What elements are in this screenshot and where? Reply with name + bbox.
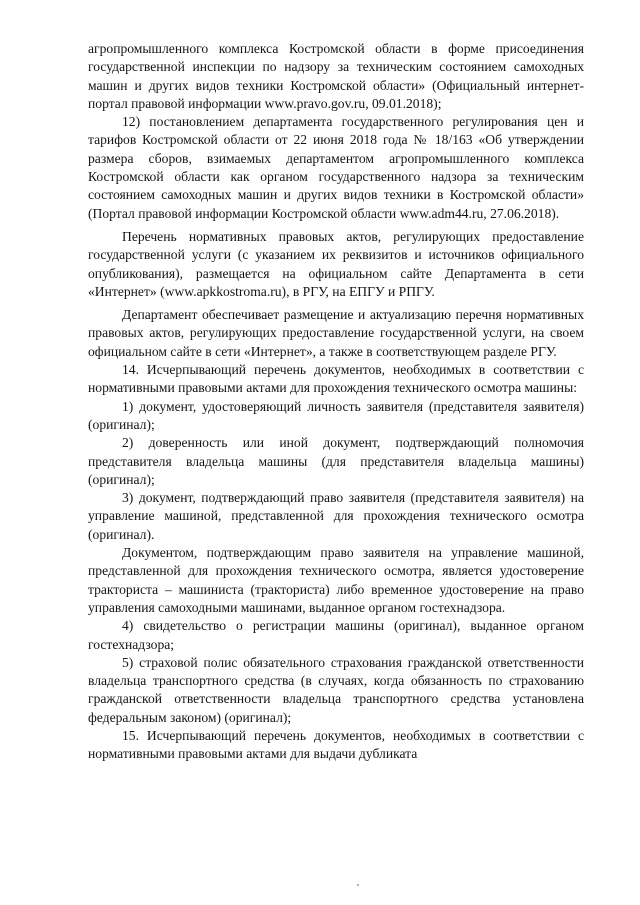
paragraph-legal-acts-list: Перечень нормативных правовых актов, регулирующих предоставление государственной услуги (с указанием их реквизитов и источников официального опубликования), размещается на официальном сайте Департамента в сети «Интернет» (www.apkkostroma.ru), в РГУ, на ЕПГУ и РПГУ. bbox=[88, 228, 584, 299]
list-item-5: 5) страховой полис обязательного страхования гражданской ответственности владельца транспортного средства (в случаях, когда обязанность по страхованию гражданской ответственности владельца транспортного средства установлена федеральным законом) (оригинал); bbox=[88, 654, 584, 725]
list-item-2: 2) доверенность или иной документ, подтверждающий полномочия представителя владельца машины (для представителя владельца машины) (оригинал); bbox=[88, 435, 584, 487]
paragraph-item-12: 12) постановлением департамента государственного регулирования цен и тарифов Костромской области от 22 июня 2018 года № 18/163 «Об утверждении размера сборов, взимаемых департаментом агропромышленного комплекса Костромской области как органом государственного надзора за техническим состоянием самоходных машин и других видов техники в Костромской области» (Портал правовой информации Костромской области www.adm44.ru, 27.06.2018). bbox=[88, 114, 584, 221]
paragraph-department-duty: Департамент обеспечивает размещение и актуализацию перечня нормативных правовых актов, регулирующих предоставление государственной услуги, на своем официальном сайте в сети «Интернет», а также в соответствующем разделе РГУ. bbox=[88, 307, 584, 359]
paragraph-continuation: агропромышленного комплекса Костромской области в форме присоединения государственной инспекции по надзору за техническим состоянием самоходных машин и других видов техники Костромской области» (Официальный интернет-портал правовой информации www.pravo.gov.ru, 09.01.2018); bbox=[88, 41, 584, 111]
list-item-4: 4) свидетельство о регистрации машины (оригинал), выданное органом гостехнадзора; bbox=[88, 618, 584, 652]
list-item-3: 3) документ, подтверждающий право заявителя (представителя заявителя) на управление машиной, представленной для прохождения технического осмотра (оригинал). bbox=[88, 490, 584, 542]
scan-speck bbox=[357, 884, 359, 886]
paragraph-section-15: 15. Исчерпывающий перечень документов, необходимых в соответствии с нормативными правовыми актами для выдачи дубликата bbox=[88, 727, 584, 762]
paragraph-section-14: 14. Исчерпывающий перечень документов, необходимых в соответствии с нормативными правовыми актами для прохождения технического осмотра машины: bbox=[88, 362, 584, 396]
document-body bbox=[88, 40, 584, 764]
paragraph-driver-license: Документом, подтверждающим право заявителя на управление машиной, представленной для прохождения технического осмотра, является удостоверение тракториста – машиниста (тракториста) либо временное удостоверение на право управления самоходными машинами, выданное органом гостехнадзора. bbox=[88, 545, 584, 615]
list-item-1: 1) документ, удостоверяющий личность заявителя (представителя заявителя) (оригинал); bbox=[88, 398, 584, 432]
